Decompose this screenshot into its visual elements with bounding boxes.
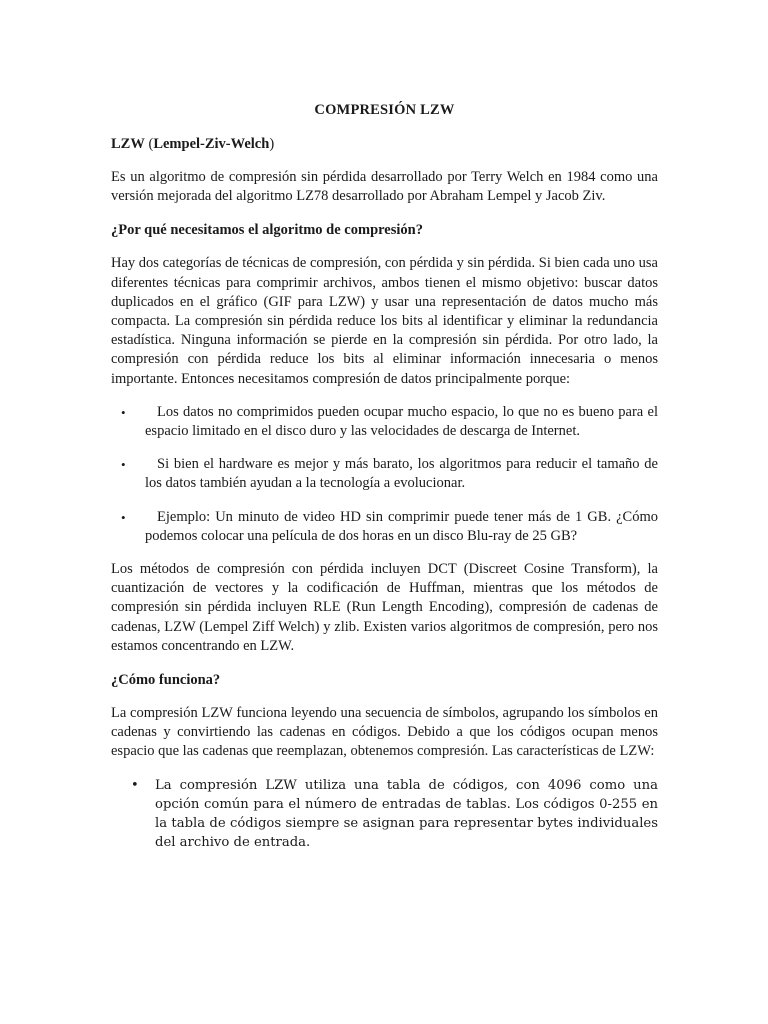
bullet-icon: • — [121, 404, 126, 420]
list-item — [111, 455, 658, 493]
reasons-list — [111, 403, 658, 546]
paragraph-how-it-works: La compresión LZW funciona leyendo una secuencia de símbolos, agrupando los símbolos en cadenas y convirtiendo las cadenas en códigos. Debido a que los códigos ocupan menos espacio que las cadenas que reemplazan, obtenemos compresión. Las características de LZW: — [111, 705, 658, 760]
document-subtitle — [111, 134, 658, 154]
list-item — [111, 776, 658, 853]
subtitle-acronym: LZW — [111, 136, 145, 152]
bullet-icon: • — [121, 457, 126, 473]
subtitle-expansion: Lempel-Ziv-Welch — [153, 136, 270, 152]
paragraph-categories: Hay dos categorías de técnicas de compresión, con pérdida y sin pérdida. Si bien cada uno usa diferentes técnicas para comprimir archivos, ambos tienen el mismo objetivo: buscar datos duplicados en el gráfico (GIF para LZW) y usar una representación de datos mucho más compacta. La compresión sin pérdida reduce los bits al identificar y eliminar la redundancia estadística. Ninguna información se pierde en la compresión sin pérdida. Por otro lado, la compresión con pérdida reduce los bits al eliminar información innecesaria o menos importante. Entonces necesitamos compresión de datos principalmente porque: — [111, 255, 658, 387]
document-title: COMPRESIÓN LZW — [314, 102, 455, 118]
list-item — [111, 403, 658, 441]
list-item-text: Ejemplo: Un minuto de video HD sin comprimir puede tener más de 1 GB. ¿Cómo podemos colocar una película de dos horas en un disco Blu-ray de 25 GB? — [145, 508, 658, 544]
section-heading-why: ¿Por qué necesitamos el algoritmo de compresión? — [111, 222, 423, 239]
intro-paragraph: Es un algoritmo de compresión sin pérdida desarrollado por Terry Welch en 1984 como una versión mejorada del algoritmo LZ78 desarrollado por Abraham Lempel y Jacob Ziv. — [111, 169, 658, 205]
list-item — [111, 508, 658, 546]
list-item-text: La compresión LZW utiliza una tabla de códigos, con 4096 como una opción común para el número de entradas de tablas. Los códigos 0-255 en la tabla de códigos siempre se asignan para representar bytes individuales del archivo de entrada. — [155, 777, 658, 851]
subtitle-paren-close: ) — [269, 136, 275, 152]
subtitle-paren-open: ( — [144, 136, 154, 152]
features-list — [111, 776, 658, 853]
bullet-icon: • — [131, 777, 139, 793]
section-heading-how: ¿Cómo funciona? — [111, 672, 221, 689]
paragraph-methods: Los métodos de compresión con pérdida incluyen DCT (Discreet Cosine Transform), la cuantización de vectores y la codificación de Huffman, mientras que los métodos de compresión sin pérdida incluyen RLE (Run Length Encoding), compresión de cadenas de cadenas, LZW (Lempel Ziff Welch) y zlib. Existen varios algoritmos de compresión, pero nos estamos concentrando en LZW. — [111, 561, 658, 654]
bullet-icon: • — [121, 509, 126, 525]
list-item-text: Si bien el hardware es mejor y más barato, los algoritmos para reducir el tamaño de los datos también ayudan a la tecnología a evolucionar. — [145, 456, 658, 492]
list-item-text: Los datos no comprimidos pueden ocupar mucho espacio, lo que no es bueno para el espacio limitado en el disco duro y las velocidades de descarga de Internet. — [145, 403, 658, 440]
